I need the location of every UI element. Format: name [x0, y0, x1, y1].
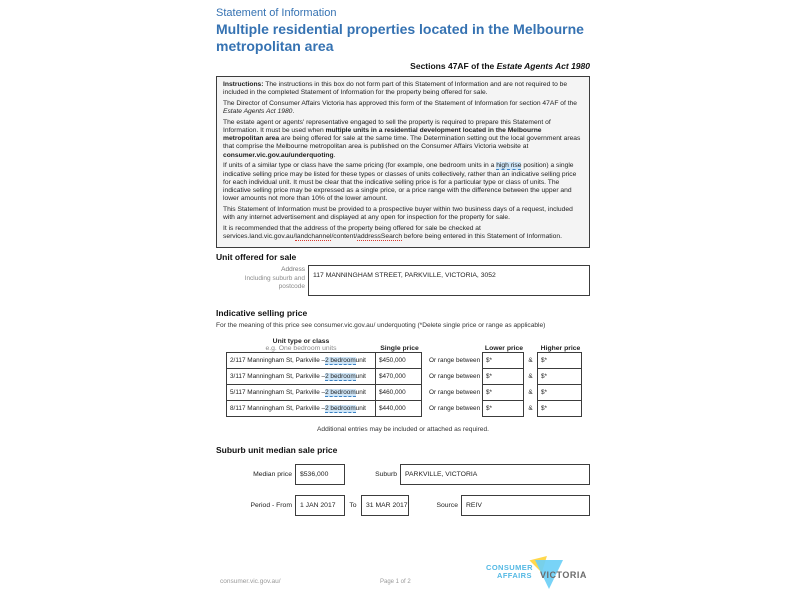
median-price-label: Median price — [253, 471, 292, 478]
instructions-text-segment: high rise — [496, 162, 522, 170]
higher-price-cell[interactable]: $* — [537, 400, 582, 417]
doc-type-label: Statement of Information — [216, 7, 337, 19]
instructions-text-segment: landchannel — [295, 232, 332, 240]
instructions-text-segment: If units of a similar type or class have the same pricing (for example, one bedroom units in a — [223, 162, 497, 170]
instructions-paragraph — [223, 100, 583, 116]
page-title: Multiple residential properties located in the Melbourne metropolitan area — [216, 21, 584, 54]
instructions-paragraph — [223, 81, 583, 97]
period-to-label: To — [349, 502, 357, 509]
col-single-price-header: Single price — [380, 345, 419, 352]
single-price-cell[interactable]: $450,000 — [375, 352, 422, 369]
single-price-cell[interactable]: $440,000 — [375, 400, 422, 417]
lower-price-cell[interactable]: $* — [482, 352, 524, 369]
higher-price-cell[interactable]: $* — [537, 384, 582, 401]
address-label — [216, 265, 308, 296]
period-from-field[interactable]: 1 JAN 2017 — [295, 495, 345, 516]
lower-price-cell[interactable]: $* — [482, 368, 524, 385]
or-range-between-label: Or range between — [429, 389, 481, 396]
instructions-text-segment: before being entered in this Statement of Information. — [402, 232, 562, 240]
instructions-text-segment: multiple units in a residential development located in the Melbourne metropolitan area — [223, 127, 542, 143]
address-row — [216, 265, 590, 296]
suburb-field[interactable]: PARKVILLE, VICTORIA — [400, 464, 590, 485]
logo-text-victoria: VICTORIA — [540, 570, 587, 580]
unit-bedroom-marked-text: 2 bedroom — [325, 404, 356, 412]
price-table-row — [226, 352, 590, 369]
higher-price-cell[interactable]: $* — [537, 368, 582, 385]
median-sale-heading: Suburb unit median sale price — [216, 445, 338, 455]
col-higher-price-header: Higher price — [540, 345, 581, 352]
indicative-price-heading: Indicative selling price — [216, 308, 308, 318]
instructions-paragraph — [223, 206, 583, 222]
lower-price-cell[interactable]: $* — [482, 384, 524, 401]
unit-description-cell[interactable]: 3/117 Manningham St, Parkville – 2 bedroom unit — [226, 368, 376, 385]
or-range-between-label: Or range between — [429, 373, 481, 380]
ampersand-label: & — [528, 405, 533, 412]
source-label: Source — [436, 502, 458, 509]
instructions-text-segment: The Director of Consumer Affairs Victoria has approved this form of the Statement of Information for section 47AF of the — [223, 99, 577, 107]
ampersand-label: & — [528, 389, 533, 396]
instructions-text-segment: This Statement of Information must be provided to a prospective buyer within two business days of a request, included with any internet advertisement and displayed at any open for inspection for the property for sale. — [223, 205, 573, 222]
price-table-row — [226, 368, 590, 385]
instructions-text-segment: consumer.vic.gov.au/underquoting — [223, 151, 334, 159]
instructions-box — [216, 76, 590, 248]
instructions-text-segment: It is recommended that the address of the property being offered for sale be checked at services.land.vic.gov.au/ — [223, 224, 481, 240]
act-reference-prefix: Sections 47AF of the — [410, 61, 497, 71]
suburb-label: Suburb — [375, 471, 397, 478]
instructions-text-segment: are being offered for sale at the same time. The Determination setting out the local government areas that comprise the Melbourne metropolitan area is published on the Consumer Affairs Victoria website at — [223, 135, 581, 151]
period-from-label: Period - From — [250, 502, 292, 509]
period-to-field[interactable]: 31 MAR 2017 — [361, 495, 409, 516]
instructions-text-segment: . — [333, 151, 336, 159]
higher-price-cell[interactable]: $* — [537, 352, 582, 369]
footer-page-number: Page 1 of 2 — [380, 579, 411, 585]
unit-bedroom-marked-text: 2 bedroom — [325, 372, 356, 380]
consumer-affairs-victoria-logo — [480, 556, 590, 594]
or-range-between-label: Or range between — [429, 405, 481, 412]
footer-website: consumer.vic.gov.au/ — [220, 578, 281, 585]
instructions-paragraph — [223, 119, 583, 160]
median-price-field[interactable]: $536,000 — [295, 464, 345, 485]
lower-price-cell[interactable]: $* — [482, 400, 524, 417]
instructions-text-segment: . — [292, 108, 295, 116]
col-unit-type-header: Unit type or class — [272, 338, 330, 345]
instructions-text-segment: Instructions: — [223, 81, 264, 88]
address-label-line3: postcode — [278, 283, 305, 290]
source-field[interactable]: REIV — [461, 495, 590, 516]
instructions-text-segment: The instructions in this box do not form part of this Statement of Information and are not required to be included in the completed Statement of Information for the property being offered for sale. — [223, 81, 568, 97]
single-price-cell[interactable]: $460,000 — [375, 384, 422, 401]
single-price-cell[interactable]: $470,000 — [375, 368, 422, 385]
instructions-text-segment: position) a single indicative selling price may be listed for these types or classes of units collectively, rather than an indicative selling price for each individual unit. It must be clear that the indicative selling price is for a particular type or class of units. The indicative selling price may be expressed as a single price, or a price range with the difference between the upper and lower amounts not more than 10% of the lower amount. — [223, 162, 577, 203]
address-label-line2: Including suburb and — [244, 274, 305, 282]
price-table-row — [226, 384, 590, 401]
logo-text-consumer: CONSUMER — [486, 563, 533, 572]
unit-bedroom-marked-text: 2 bedroom — [325, 388, 356, 396]
table-footnote: Additional entries may be included or attached as required. — [317, 426, 489, 433]
ampersand-label: & — [528, 357, 533, 364]
ampersand-label: & — [528, 373, 533, 380]
instructions-paragraph — [223, 225, 583, 241]
instructions-paragraph — [223, 162, 583, 203]
or-range-between-label: Or range between — [429, 357, 481, 364]
unit-description-cell[interactable]: 8/117 Manningham St, Parkville – 2 bedroom unit — [226, 400, 376, 417]
price-table-rows — [226, 352, 590, 417]
price-table-header — [226, 332, 590, 352]
act-reference-name: Estate Agents Act 1980 — [496, 61, 590, 71]
instructions-text-segment: /content/ — [331, 232, 358, 240]
col-lower-price-header: Lower price — [484, 345, 524, 352]
indicative-price-note: For the meaning of this price see consumer.vic.gov.au/ underquoting (*Delete single price or range as applicable) — [216, 322, 546, 329]
instructions-text-segment: Estate Agents Act 1980 — [223, 108, 293, 116]
unit-offered-heading: Unit offered for sale — [216, 252, 297, 262]
col-unit-type-subheader: e.g. One bedroom units — [265, 345, 337, 352]
instructions-text-segment: addressSearch — [357, 232, 403, 240]
unit-description-cell[interactable]: 5/117 Manningham St, Parkville – 2 bedroom unit — [226, 384, 376, 401]
address-label-line1: Address — [281, 266, 305, 273]
act-reference — [216, 61, 590, 71]
median-price-row — [216, 464, 590, 485]
period-row — [216, 495, 590, 516]
unit-description-cell[interactable]: 2/117 Manningham St, Parkville – 2 bedroom unit — [226, 352, 376, 369]
price-table-row — [226, 400, 590, 417]
unit-bedroom-marked-text: 2 bedroom — [325, 356, 356, 364]
logo-text-affairs: AFFAIRS — [497, 571, 532, 580]
instructions-text-segment: The estate agent or agents' representative engaged to sell the property is required to prepare this Statement of Information. It must be used when — [223, 118, 551, 135]
address-field[interactable]: 117 MANNINGHAM STREET, PARKVILLE, VICTORIA, 3052 — [308, 265, 590, 296]
